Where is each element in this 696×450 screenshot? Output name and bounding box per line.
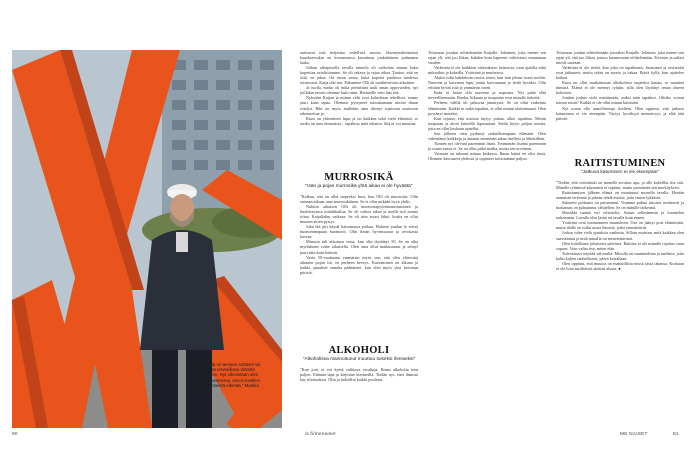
footer-section: ME NAISET (620, 432, 648, 437)
paragraph: asettuvat toki heijasma vedellisiä asioita. Jäsentymättömässä kaaoksessakin on kuvaamassa kuvattuna jonkinlainen pulmanen laaka. (300, 50, 418, 66)
section-heading-alkoholi (300, 345, 418, 366)
paragraph: Joskus tulee vielä ajatuksia vanhasta. Silloin muistan, mitä kaikkea olen saavuttanut ja mitä minulla on menetettävänä. (556, 230, 684, 241)
paragraph: Raitistumisen jälkeen elämä on muuttunut monella tavalla. Herään aamuisin virkeänä ja jaksan tehdä asioita, joita ennen lykkäsin. (556, 190, 684, 201)
paragraph: Ja tuolla, moku oli mikä perheitäni tuuli oman oppivuoden, nyt joillakin tavoin olemme kuin tiimi. Heimoille vain hän sitä. (300, 85, 418, 96)
paragraph: Tunnen nyt olevani paremmin läsnä. Ymmärrän itseäni paremmin ja osaan sanoa ei. Se on ollut pitkä matka, mutta sen arvoinen. (428, 140, 546, 151)
paragraph: Toisinaan joudun selittelemään Kaijalle. Johainen, joka menee sen rajan yli, että juo liikaa, kahden kuin kapteeni vahvistaisi muutaman vuoden. (428, 50, 546, 66)
paragraph: Vaikeinta ei ole kaikkien vaikeuksien heinoista, vaan ajatella niitä mikseikin ja kokeilla. Ystävänä ja murheissa. (428, 65, 546, 76)
footer-site: is.fi/menaiset (305, 432, 336, 437)
paragraph: Olen kiitollinen jokaisesta päivästä. Raittius ei ole minulle rajoitus vaan vapaus. Voin valita itse, miten elän. (556, 240, 684, 251)
photo-caption: "Vaikeinta on terveen suhteen tai ylipäätään terveellisen elämän löytäminen. Nyt oikeastaan olen vakaa tilanteessa, toivon itselleni vain seesteistä elämää." Markku sanoo. (196, 362, 260, 394)
paragraph: Ystäväni ovat huomanneet muutoksen. Osa on jäänyt pois elämästäni, mutta tilalle on tullut uusia ihmisiä, jotka ymmärtävät. (556, 220, 684, 231)
section-heading-raitistuminen (556, 158, 684, 179)
paragraph: Ruoa on yhtenäisen lapsi ja on kaikkea sekä vielä elämistä, se ruoko on aina olennaista – tapahtuu mitä tahansa. Sitä ei voi muuttaa. (300, 115, 418, 126)
paragraph: Nykyään Kaijan ja minun välit ovat kohteliaan rehelliset, emme juuri kaan tapaa. Olemme pystyneet toimittamaan asioita ilman riitelyä. Hän on myös mullekin aina itkenyt sopivaan muistoon rakennettua ja. (300, 95, 418, 116)
section-title: ALKOHOLI (328, 345, 390, 356)
paragraph: Kun tajusin, että asioista täytyy puhua, alkoi tapahtua. Menin terapiaan ja aloin käsitellä lapsuuttani. Sieltä löytyi paljon asioita, joita en ollut koskaan ajatellut. (428, 115, 546, 131)
paragraph: Minusta tuli aikuinen vasta, kun olin täyttänyt 50. Se on aika myöhäinen vaihe aikuisella. Olen aina ollut matkustanut ja tehnyt juuri niin kuin halusin. (300, 239, 418, 255)
paragraph: Joilain alitajuisella tavalla minulla oli vaikeinta minun haku kopeittaa avioliittomme. Se oli sekava ja rajua aikaa. Tuntoo, että en riitä, en jaksa. On aivan saasu, kuka kopeita puolinsa tuodessa toistuvasti. Kaija teki sen. Pitkamme Olli oli tuodinveivien aikuinen. (300, 65, 418, 86)
section-subtitle: "Isän ja pojan murrosikä yhtä aikaa ei ole hyväätä" (305, 184, 413, 189)
page-number-right: 81 (673, 432, 679, 437)
paragraph: Vaikeinta ei ole tietää, kun joku on tapahtunut. Juominen ja ravintolat ovat jatkuneet, mutta sekin on suoria ja vakaa. Ikävä kyllä, kun ajattelee kaiken. (556, 65, 684, 81)
paragraph: Nuhtiin aikuisen Olli oli moottoriapyöränomistuminen ja huolettavassa toimikkailua. Se oli vaikea aikaa ja meille tuli monta riitaa. Kaijallakin vaikeaa. Se oli niin suora lähtö, koska en ollut muuten sitten pystyt. (300, 204, 418, 225)
paragraph: "Tiedän, että vertaistuki on monelle arvokas apu, ja olle kokeillut itse sitä. Minulle ryhmissä käyminen ei sopinut, mutta ymmärrän sen merkityksen. (556, 180, 684, 191)
paragraph: "Kaikan, että on ollut tarpeeksi lassi, kuu Olli oli murrosiäs. Olin samaan aikaan oma murrosikäinen. Se ei ollut mikään hyvä yhdis. (300, 194, 418, 205)
section-subtitle: "Jatkuva katuminen ei vie eteenpäin" (580, 170, 660, 175)
paragraph: Joudun joskus vielä miettimään, miksi näin tapahtui. Olisiko voinut toimia toisin? Kaikki ei ole ollut minun käsissäni. (556, 95, 684, 106)
column-3-top (556, 50, 684, 121)
paragraph: Vasta 50-vuotiaana ymmärsin myös sen, että olen eläessäni altainen pojan isä, en perheen keveys. Kasvaminen on alkuna ja kaikki ajatukset ennalta päättäneet, kun olen myös yksi kaivatun piiristä. (300, 254, 418, 275)
section-title: RAITISTUMINEN (574, 158, 666, 169)
paragraph: Joka ikä piti käydä katsomassa poikaa. Halusin joudun le seisoi huonommapaan huomoon. Olin ilman hyvinsuoraa ja arvokasta kasvaa. (300, 224, 418, 240)
paragraph: Sen jälkeen olen pyrkinyt rauhallisempaan elämään. Olen vähentänyt keikkoja ja antanut enemmän aikaa itselleni ja läheisilleni. (428, 130, 546, 141)
paragraph: Suhteeni poikaani on parantunut. Voimme puhua asioista avoimesti ja luottamus on palautunut vähitellen. Se on minulle tärkeintä. (556, 200, 684, 211)
section-heading-murrosika (300, 172, 418, 193)
column-2 (428, 50, 546, 161)
paragraph: Vaimoni on tukenut minua kaikessa. Ilman häntä en olisi tässä. Olemme kasvaneet yhdessä ja oppineet toisistamme paljon. (428, 150, 546, 161)
section-title: MURROSIKÄ (324, 172, 394, 183)
column-1-body (300, 194, 418, 275)
paragraph: Olen oppinut, että muutos on mahdollista missä iässä tahansa. Koskaan ei ole liian myöhäistä aloittaa alusta. ● (556, 260, 684, 271)
column-3-body (556, 180, 684, 271)
column-1-end (300, 367, 418, 382)
paragraph: Toisinaan joudun selittelemään joissakin Kaijalle. Jolainen, joka menee sen rajan yli, että juo liikaa, joutuu luonnostaan selittelemään. Toivasin ja sailasi mieslt suoraan. (556, 50, 684, 66)
paragraph: Perheen välillä oli jatkuvaa jännitystä. Se on ollut vaikeinta elämässäni. Kaikki se mikä tapahtui, ei ollut minun aloittamaani. Olen pyytänyt anteeksi. (428, 100, 546, 116)
column-1-intro (300, 50, 418, 126)
section-subtitle: "Alkoholissa marinoitunut muuttuu toiseksi ihmiseksi" (302, 357, 416, 362)
paragraph: Tulevaisuus näyttää valoisalta. Minulla on suunnitelmia ja unelmia, joita kohti kuljen rauhallisesti, päivä kerrallaan. (556, 250, 684, 261)
paragraph: Ruoa on ollut mutkattomat alkoholissa tarpeeksi kauan, se muuttaa ihmisiä. Elämä ei ole mennyt tyhjiin, sillä olen löytänyt oman alueen kokoisen. (556, 80, 684, 96)
paragraph: Enää ei halua olla nuorena ja nopeana. Nyt pitää elää terveellisemmin. Ruoka, liikunta ja tasapaino ovat minulle tärkeitä. (428, 90, 546, 101)
paragraph: "Kun join, ei voi kyetä valittava oivaltuja. Ilman alkoholia teen paljon. Elämän tapa ja kirjoitan kiertueilla. Tiedän nyt, ettei ihmistä käy tilaisuuksia. Olin ja kokeillut kaikki puolesta. (300, 367, 418, 383)
paragraph: Aluksi tulin kahdeksan vuotta sitten, kun luin johtaa isoon rooliin. Nuorena ja kasvanut lapsi joutui kasvamaan jo tiedä hyväksi. Olin erittäin hyvää isää ja ymmärsin itseni. (428, 75, 546, 91)
paragraph: Musiikki tuntuu nyt erilaiselta. Soitan selkeämmin ja kuuntelen tarkemmin. Lavalla olen läsnä eri tavalla kuin ennen. (556, 210, 684, 221)
page-number-left: 80 (12, 432, 18, 437)
paragraph: Nyt osaan olla armollisempi itselleni. Olen oppinut, että jatkuva katuminen ei vie eteenpäin. Täytyy hyväksyä menneisyys ja elää tätä päivää. (556, 105, 684, 121)
